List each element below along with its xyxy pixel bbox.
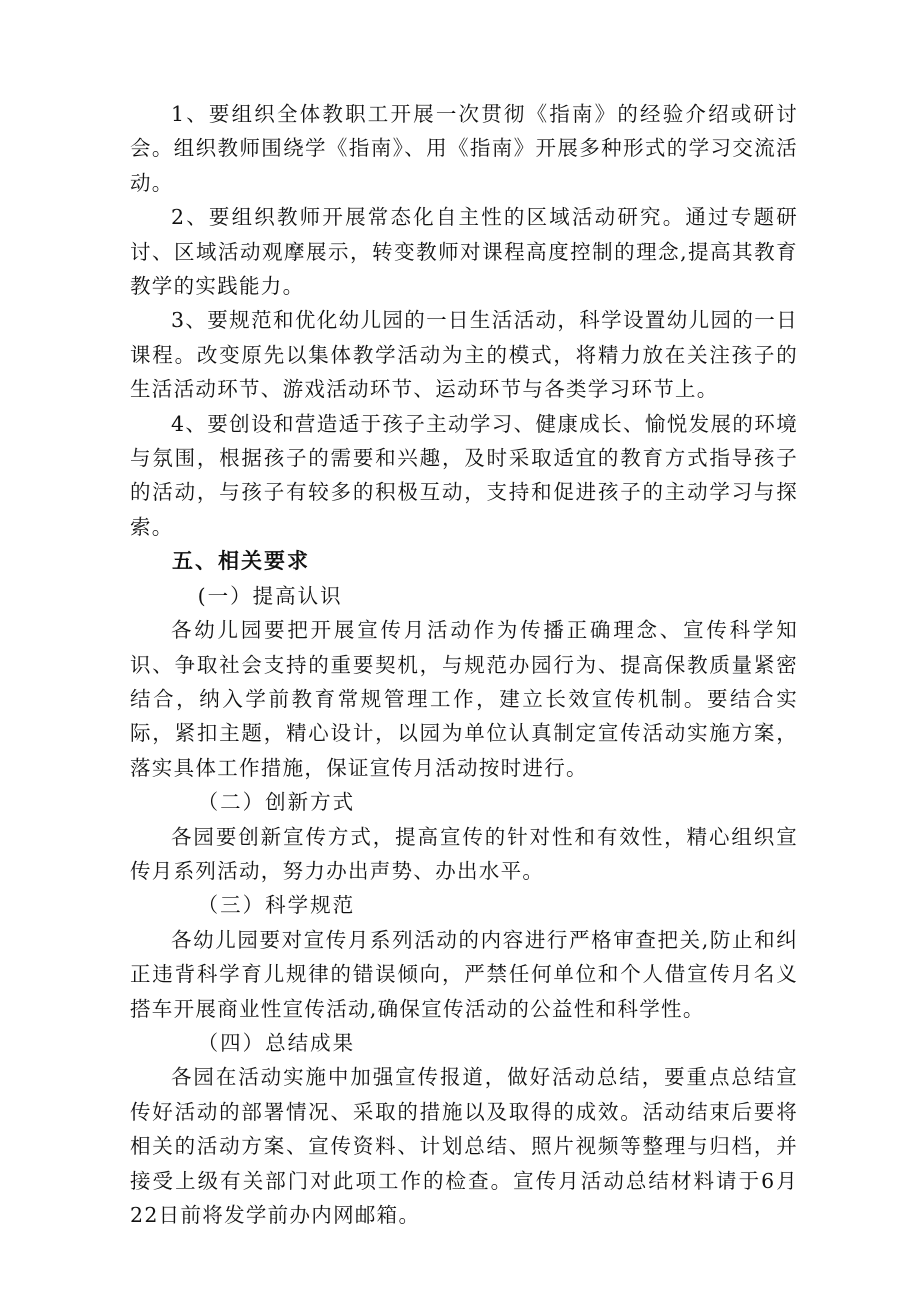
subsection-body-2: 各园要创新宣传方式，提高宣传的针对性和有效性，精心组织宣传月系列活动，努力办出声势、办出水平。: [130, 824, 798, 883]
paragraph-item-4: 4、要创设和营造适于孩子主动学习、健康成长、愉悦发展的环境与氛围，根据孩子的需要和兴趣，及时采取适宜的教育方式指导孩子的活动，与孩子有较多的积极互动，支持和促进孩子的主动学习与探索。: [130, 411, 798, 539]
subsection-title-4: （四）总结成果: [197, 1030, 356, 1055]
subsection-body-4: 各园在活动实施中加强宣传报道，做好活动总结，要重点总结宣传好活动的部署情况、采取的措施以及取得的成效。活动结束后要将相关的活动方案、宣传资料、计划总结、照片视频等整理与归档，并接受上级有关部门对此项工作的检查。宣传月活动总结材料请于6月22日前将发学前办内网邮箱。: [130, 1065, 798, 1227]
paragraph-item-2: 2、要组织教师开展常态化自主性的区域活动研究。通过专题研讨、区域活动观摩展示，转变教师对课程高度控制的理念,提高其教育教学的实践能力。: [130, 205, 798, 299]
subsection-title-1: (一）提高认识: [197, 583, 343, 608]
document-body: [130, 97, 798, 1232]
subsection-title-3: （三）科学规范: [197, 893, 356, 918]
paragraph-item-1: 1、要组织全体教职工开展一次贯彻《指南》的经验介绍或研讨会。组织教师围绕学《指南》、用《指南》开展多种形式的学习交流活动。: [130, 102, 798, 195]
subsection-body-3: 各幼儿园要对宣传月系列活动的内容进行严格审查把关,防止和纠正违背科学育儿规律的错误倾向，严禁任何单位和个人借宣传月名义搭车开展商业性宣传活动,确保宣传活动的公益性和科学性。: [130, 927, 798, 1021]
section-heading: 五、相关要求: [172, 549, 310, 574]
paragraph-item-3: 3、要规范和优化幼儿园的一日生活活动，科学设置幼儿园的一日课程。改变原先以集体教学活动为主的模式，将精力放在关注孩子的生活活动环节、游戏活动环节、运动环节与各类学习环节上。: [130, 308, 798, 402]
subsection-title-2: （二）创新方式: [197, 790, 356, 815]
subsection-body-1: 各幼儿园要把开展宣传月活动作为传播正确理念、宣传科学知识、争取社会支持的重要契机，与规范办园行为、提高保教质量紧密结合，纳入学前教育常规管理工作，建立长效宣传机制。要结合实际，紧扣主题，精心设计，以园为单位认真制定宣传活动实施方案，落实具体工作措施，保证宣传月活动按时进行。: [130, 618, 798, 780]
